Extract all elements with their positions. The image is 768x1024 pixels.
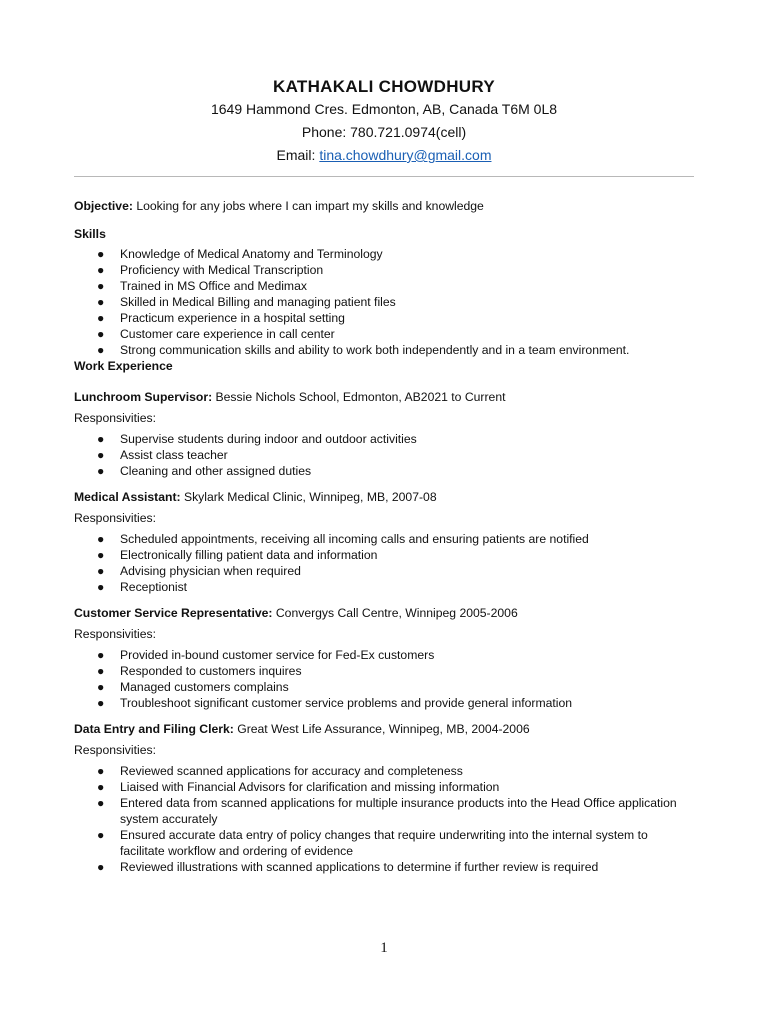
job-title bbox=[74, 489, 694, 505]
responsibilities-label: Responsivities: bbox=[74, 743, 156, 757]
list-item-text: Trained in MS Office and Medimax bbox=[120, 279, 307, 293]
bullet-icon: ● bbox=[97, 548, 105, 562]
address-line: 1649 Hammond Cres. Edmonton, AB, Canada T6M 0L8 bbox=[210, 101, 558, 117]
list-item bbox=[74, 827, 694, 859]
list-item bbox=[74, 463, 694, 479]
list-item-text: Electronically filling patient data and information bbox=[120, 548, 378, 562]
list-item-text: Cleaning and other assigned duties bbox=[120, 464, 312, 478]
resume-body bbox=[74, 198, 694, 885]
list-item bbox=[74, 563, 694, 579]
bullet-icon: ● bbox=[97, 532, 105, 546]
job-detail: Convergys Call Centre, Winnipeg 2005-2006 bbox=[272, 606, 518, 620]
email-line bbox=[0, 144, 768, 167]
job-title bbox=[74, 389, 694, 405]
list-item-text: Customer care experience in call center bbox=[120, 327, 335, 341]
list-item bbox=[74, 278, 694, 294]
list-item bbox=[74, 342, 694, 358]
job-role: Data Entry and Filing Clerk: bbox=[74, 722, 234, 736]
list-item-text: Responded to customers inquires bbox=[120, 664, 302, 678]
objective-section bbox=[74, 198, 694, 214]
list-item-text: Provided in-bound customer service for Fed-Ex customers bbox=[120, 648, 435, 662]
list-item-text: Liaised with Financial Advisors for clarification and missing information bbox=[120, 780, 500, 794]
bullet-icon: ● bbox=[97, 648, 105, 662]
bullet-icon: ● bbox=[97, 311, 105, 325]
list-item bbox=[74, 859, 694, 875]
page-number: 1 bbox=[380, 940, 388, 956]
bullet-icon: ● bbox=[97, 664, 105, 678]
list-item bbox=[74, 294, 694, 310]
list-item bbox=[74, 695, 694, 711]
list-item bbox=[74, 431, 694, 447]
list-item-text: Skilled in Medical Billing and managing patient files bbox=[120, 295, 396, 309]
job-title bbox=[74, 721, 694, 737]
list-item-text: Reviewed illustrations with scanned applications to determine if further review is required bbox=[120, 860, 599, 874]
job-detail: Great West Life Assurance, Winnipeg, MB, 2004-2006 bbox=[233, 722, 530, 736]
email-link[interactable]: tina.chowdhury@gmail.com bbox=[319, 147, 492, 163]
bullet-icon: ● bbox=[97, 343, 105, 357]
list-item bbox=[74, 531, 694, 547]
job-detail: Skylark Medical Clinic, Winnipeg, MB, 2007-08 bbox=[180, 490, 437, 504]
job-role: Lunchroom Supervisor: bbox=[74, 390, 213, 404]
list-item bbox=[74, 663, 694, 679]
list-item-text: Troubleshoot significant customer service problems and provide general information bbox=[120, 696, 573, 710]
list-item-text: Knowledge of Medical Anatomy and Terminology bbox=[120, 247, 383, 261]
bullet-icon: ● bbox=[97, 279, 105, 293]
duties-list bbox=[74, 647, 694, 711]
skills-title: Skills bbox=[74, 227, 106, 241]
list-item bbox=[74, 679, 694, 695]
work-experience-title: Work Experience bbox=[74, 359, 173, 373]
bullet-icon: ● bbox=[97, 247, 105, 261]
responsibilities-label: Responsivities: bbox=[74, 511, 156, 525]
job-detail: Bessie Nichols School, Edmonton, AB2021 to Current bbox=[212, 390, 506, 404]
list-item bbox=[74, 326, 694, 342]
objective-label: Objective: bbox=[74, 199, 133, 213]
bullet-icon: ● bbox=[97, 680, 105, 694]
list-item bbox=[74, 262, 694, 278]
job-entry bbox=[74, 721, 694, 875]
bullet-icon: ● bbox=[97, 295, 105, 309]
list-item bbox=[74, 795, 694, 827]
list-item bbox=[74, 310, 694, 326]
list-item bbox=[74, 763, 694, 779]
list-item bbox=[74, 447, 694, 463]
bullet-icon: ● bbox=[97, 564, 105, 578]
list-item-text: Managed customers complains bbox=[120, 680, 289, 694]
list-item-text: Strong communication skills and ability to work both independently and in a team environment. bbox=[120, 343, 630, 357]
bullet-icon: ● bbox=[97, 327, 105, 341]
list-item-text: Receptionist bbox=[120, 580, 188, 594]
jobs-list bbox=[74, 389, 694, 875]
list-item-text: Advising physician when required bbox=[120, 564, 301, 578]
bullet-icon: ● bbox=[97, 580, 105, 594]
list-item-text: Ensured accurate data entry of policy changes that require underwriting into the internal system to facilitate workflow and ordering of evidence bbox=[120, 828, 648, 858]
list-item bbox=[74, 579, 694, 595]
skills-list bbox=[74, 246, 694, 358]
bullet-icon: ● bbox=[97, 696, 105, 710]
responsibilities-label: Responsivities: bbox=[74, 411, 156, 425]
bullet-icon: ● bbox=[97, 432, 105, 446]
bullet-icon: ● bbox=[97, 828, 105, 842]
list-item-text: Entered data from scanned applications for multiple insurance products into the Head Office application system accurately bbox=[120, 796, 677, 826]
job-role: Customer Service Representative: bbox=[74, 606, 273, 620]
job-title bbox=[74, 605, 694, 621]
list-item-text: Proficiency with Medical Transcription bbox=[120, 263, 324, 277]
list-item bbox=[74, 647, 694, 663]
bullet-icon: ● bbox=[97, 448, 105, 462]
list-item-text: Scheduled appointments, receiving all incoming calls and ensuring patients are notified bbox=[120, 532, 589, 546]
objective-text: Looking for any jobs where I can impart my skills and knowledge bbox=[132, 199, 484, 213]
email-label: Email: bbox=[276, 147, 320, 163]
list-item-text: Reviewed scanned applications for accuracy and completeness bbox=[120, 764, 463, 778]
phone-line: Phone: 780.721.0974(cell) bbox=[301, 124, 467, 140]
header-divider bbox=[74, 176, 694, 177]
list-item bbox=[74, 547, 694, 563]
job-entry bbox=[74, 605, 694, 711]
bullet-icon: ● bbox=[97, 263, 105, 277]
bullet-icon: ● bbox=[97, 860, 105, 874]
resume-header bbox=[0, 76, 768, 167]
list-item bbox=[74, 779, 694, 795]
list-item-text: Practicum experience in a hospital setting bbox=[120, 311, 345, 325]
duties-list bbox=[74, 763, 694, 875]
list-item-text: Assist class teacher bbox=[120, 448, 228, 462]
duties-list bbox=[74, 431, 694, 479]
job-entry bbox=[74, 389, 694, 479]
bullet-icon: ● bbox=[97, 780, 105, 794]
responsibilities-label: Responsivities: bbox=[74, 627, 156, 641]
list-item bbox=[74, 246, 694, 262]
job-role: Medical Assistant: bbox=[74, 490, 181, 504]
duties-list bbox=[74, 531, 694, 595]
candidate-name: KATHAKALI CHOWDHURY bbox=[273, 77, 495, 96]
list-item-text: Supervise students during indoor and outdoor activities bbox=[120, 432, 417, 446]
bullet-icon: ● bbox=[97, 796, 105, 810]
bullet-icon: ● bbox=[97, 464, 105, 478]
job-entry bbox=[74, 489, 694, 595]
bullet-icon: ● bbox=[97, 764, 105, 778]
